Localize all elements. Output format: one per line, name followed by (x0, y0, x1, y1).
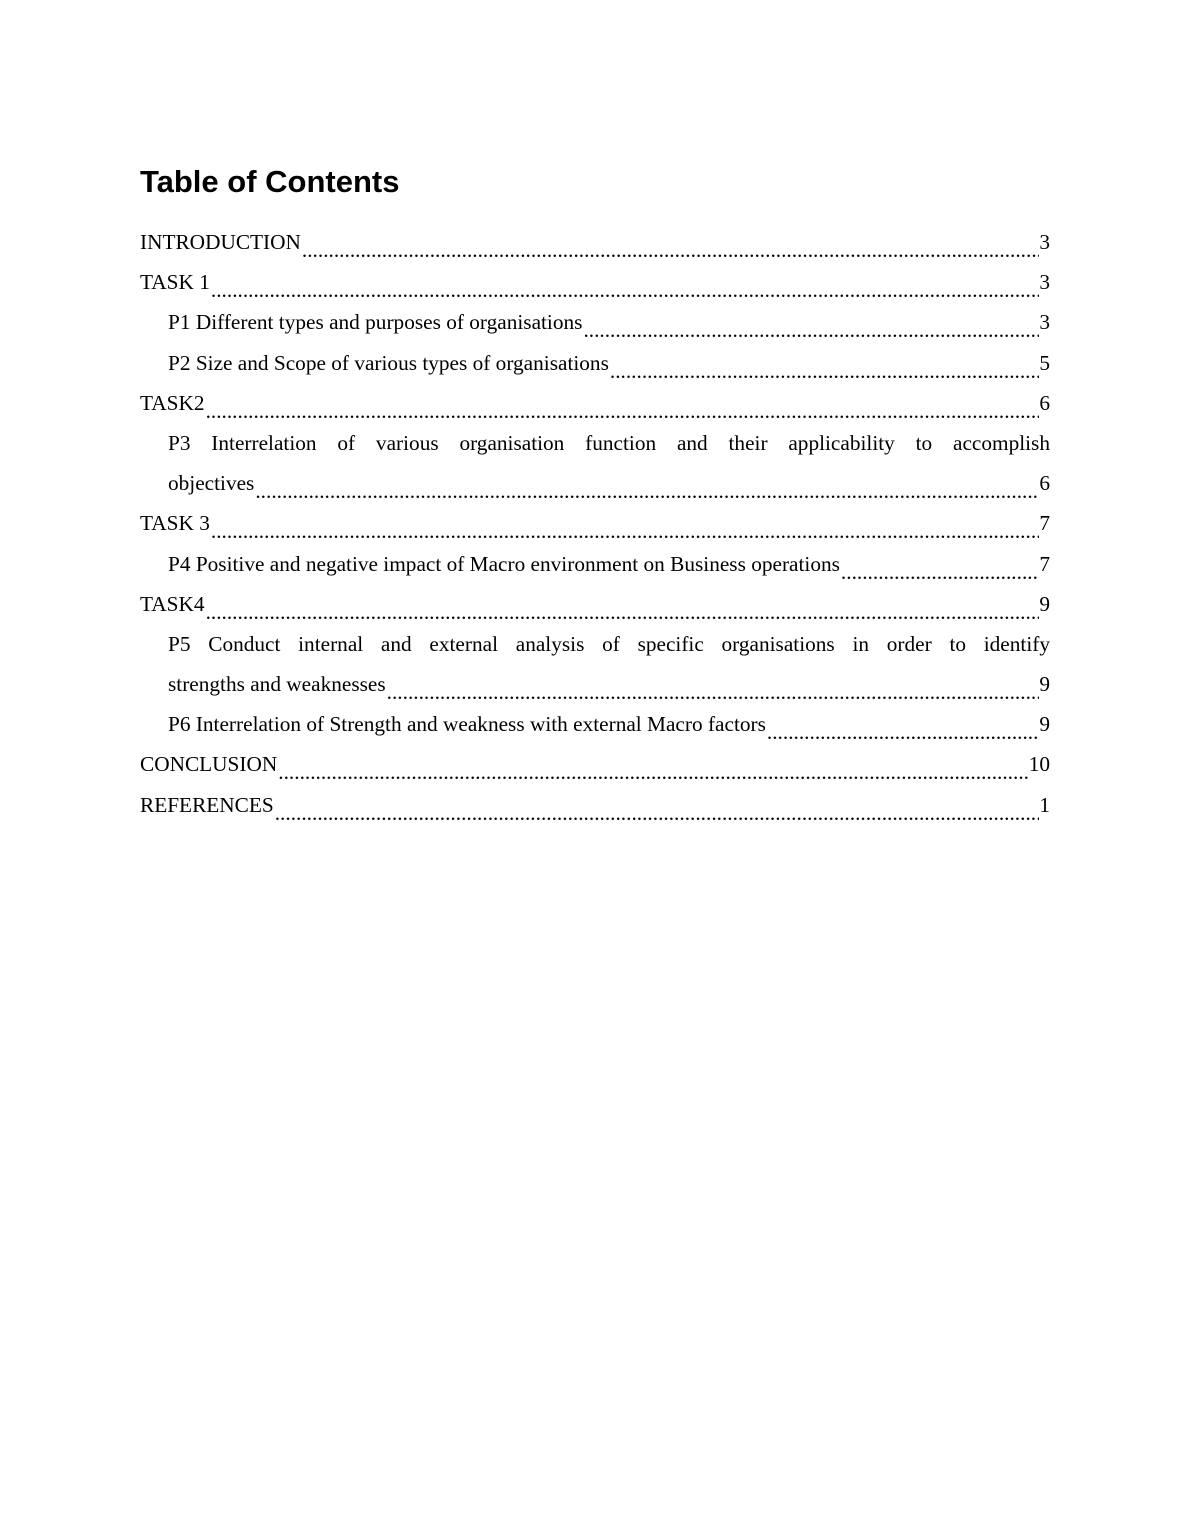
toc-title: Table of Contents (140, 164, 400, 199)
toc-entry-label: P1 Different types and purposes of organisations ..... (168, 310, 583, 334)
toc-entry-page-number: 6 (1039, 383, 1050, 423)
toc-entry-task-3[interactable] (140, 503, 1050, 543)
toc-entry-label: TASK 1 ..... (140, 270, 211, 294)
toc-entry-page-number: 7 (1039, 544, 1050, 584)
toc-entry-p6[interactable] (168, 704, 1050, 744)
toc-entry-label-line-2-wrapper (168, 664, 1050, 704)
toc-entry-page-number: 9 (1039, 664, 1050, 704)
toc-entry-p2[interactable] (168, 343, 1050, 383)
toc-entry-label: TASK 3 ..... (140, 511, 211, 535)
toc-entry-page-number: 10 (1029, 744, 1050, 784)
toc-entry-label: P2 Size and Scope of various types of organisations ..... (168, 351, 610, 375)
toc-entry-page-number: 6 (1039, 463, 1050, 503)
toc-entry-label-line-2: objectives ..... (168, 471, 255, 495)
toc-entry-label: TASK4 ..... (140, 592, 206, 616)
toc-entry-label: CONCLUSION ..... (140, 752, 278, 776)
toc-entry-page-number: 9 (1039, 704, 1050, 744)
toc-entry-page-number: 3 (1039, 222, 1050, 262)
toc-entry-label-line-2-wrapper (168, 463, 1050, 503)
toc-entry-label-line-2: strengths and weaknesses ..... (168, 672, 387, 696)
toc-entry-p1[interactable] (168, 302, 1050, 342)
toc-entry-label-line-1: P5 Conduct internal and external analysis of specific organisations in order to identify (168, 631, 1050, 656)
toc-entry-references[interactable] (140, 785, 1050, 825)
toc-entry-task-4[interactable] (140, 584, 1050, 624)
toc-entry-page-number: 9 (1039, 584, 1050, 624)
toc-entry-page-number: 3 (1039, 302, 1050, 342)
toc-entry-task-1[interactable] (140, 262, 1050, 302)
toc-entry-label: P4 Positive and negative impact of Macro environment on Business operations ..... (168, 552, 841, 576)
table-of-contents (140, 222, 1050, 825)
toc-entry-label: REFERENCES ..... (140, 793, 275, 817)
toc-entry-label: TASK2 ..... (140, 391, 206, 415)
toc-entry-p3[interactable] (168, 423, 1050, 503)
toc-entry-page-number: 7 (1039, 503, 1050, 543)
toc-entry-task-2[interactable] (140, 383, 1050, 423)
toc-entry-label: INTRODUCTION ..... (140, 230, 302, 254)
toc-entry-p5[interactable] (168, 624, 1050, 704)
toc-entry-page-number: 5 (1039, 343, 1050, 383)
toc-entry-label-line-1: P3 Interrelation of various organisation function and their applicability to accomplish (168, 430, 1050, 455)
toc-entry-p4[interactable] (168, 544, 1050, 584)
toc-entry-conclusion[interactable] (140, 744, 1050, 784)
toc-entry-page-number: 3 (1039, 262, 1050, 302)
toc-entry-introduction[interactable] (140, 222, 1050, 262)
toc-entry-label: P6 Interrelation of Strength and weakness with external Macro factors ..... (168, 712, 767, 736)
toc-entry-page-number: 1 (1039, 785, 1050, 825)
